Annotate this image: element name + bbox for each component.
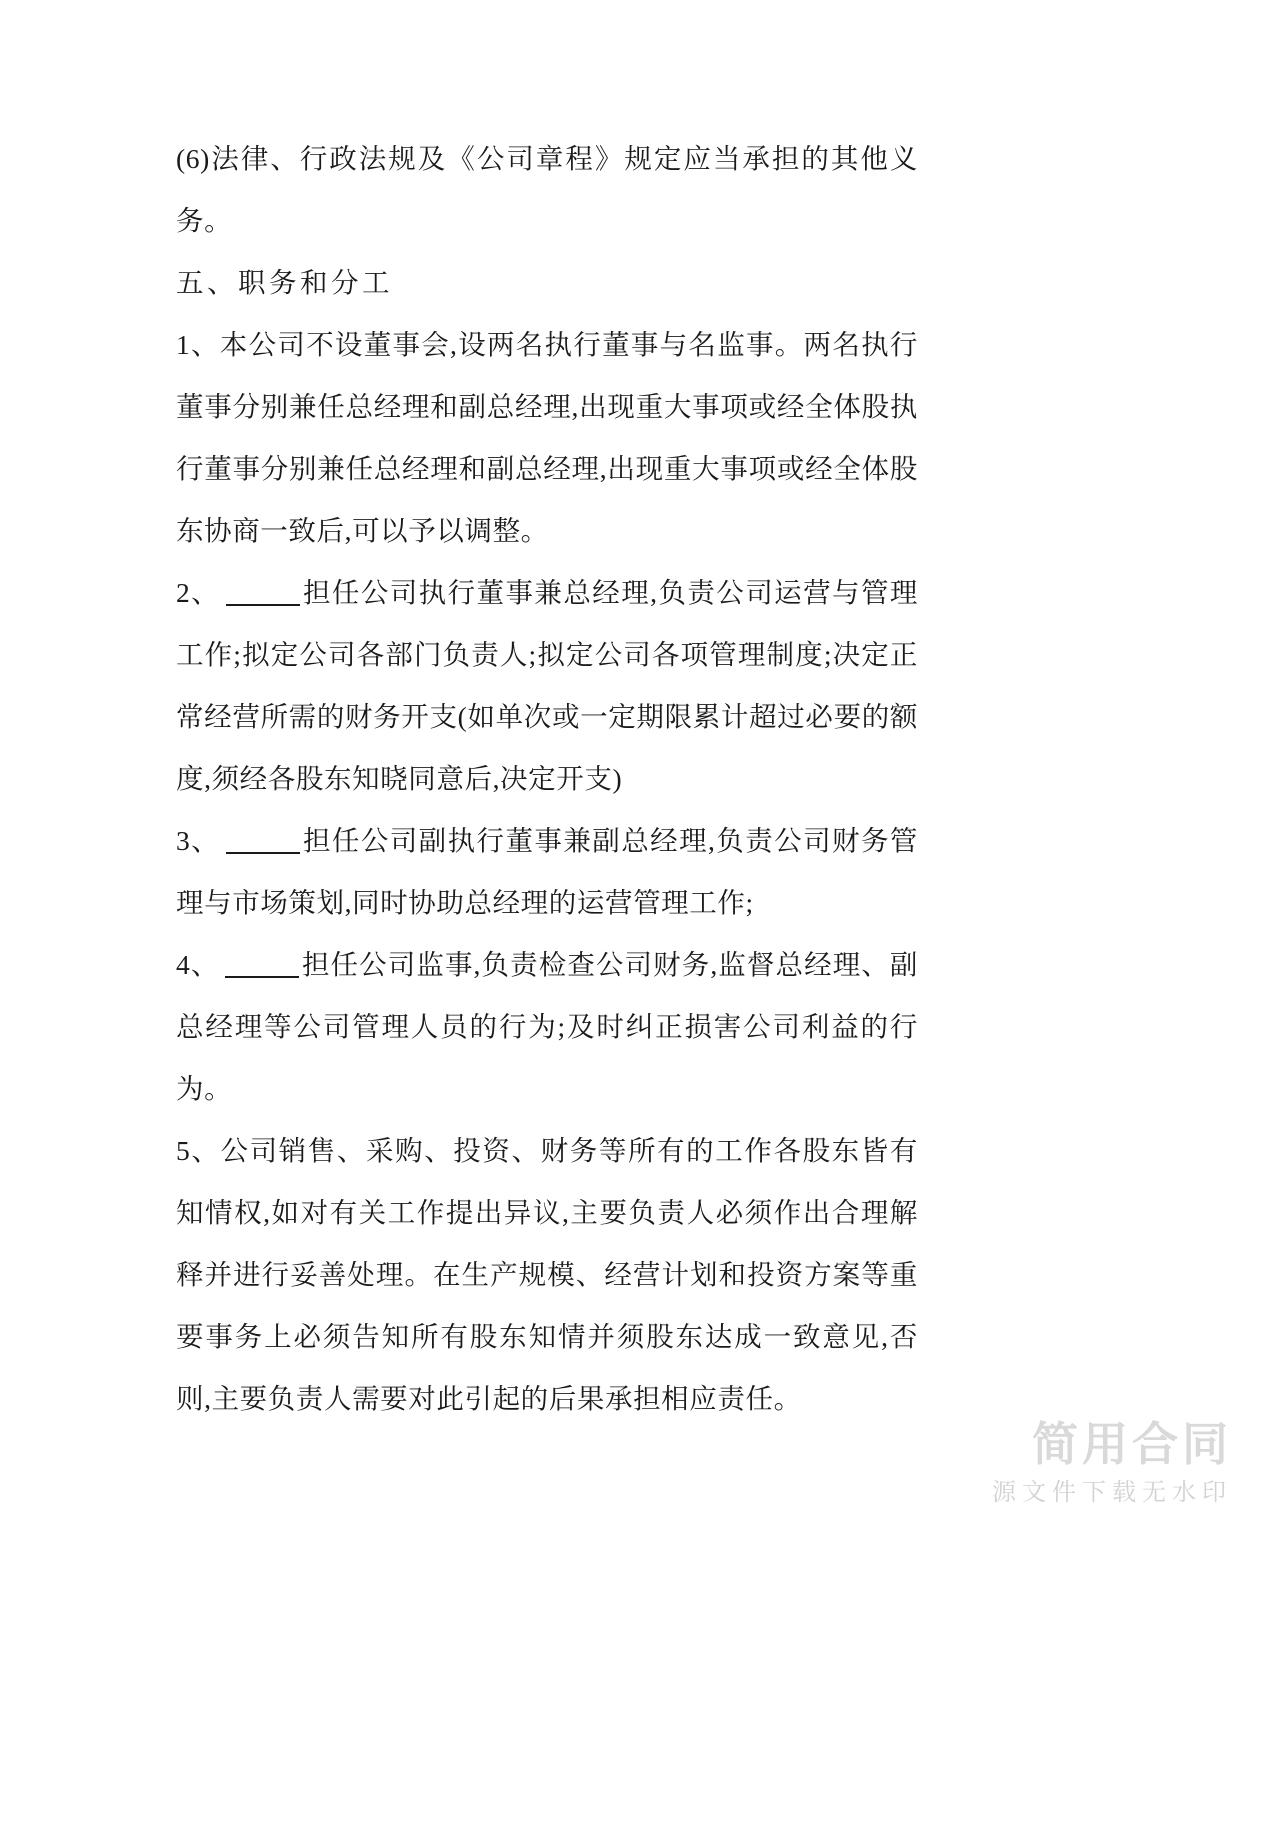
item-2-number: 2、 bbox=[176, 577, 221, 608]
item-5-paragraph: 5、公司销售、采购、投资、财务等所有的工作各股东皆有知情权,如对有关工作提出异议,主要负责人必须作出合理解释并进行妥善处理。在生产规模、经营计划和投资方案等重要事务上必须告知所有股东知情并须股东达成一致意见,否则,主要负责人需要对此引起的后果承担相应责任。 bbox=[176, 1135, 918, 1414]
section-five-heading: 五、职务和分工 bbox=[176, 267, 393, 298]
item-3-number: 3、 bbox=[176, 825, 221, 856]
clause-6-paragraph: (6)法律、行政法规及《公司章程》规定应当承担的其他义务。 bbox=[176, 143, 918, 236]
item-3-blank-field[interactable] bbox=[226, 852, 300, 854]
item-2-paragraph bbox=[176, 562, 918, 810]
item-1-paragraph: 1、本公司不设董事会,设两名执行董事与名监事。两名执行董事分别兼任总经理和副总经理,出现重大事项或经全体股执行董事分别兼任总经理和副总经理,出现重大事项或经全体股东协商一致后,可以予以调整。 bbox=[176, 329, 918, 546]
item-2-text: 担任公司执行董事兼总经理,负责公司运营与管理工作;拟定公司各部门负责人;拟定公司各项管理制度;决定正常经营所需的财务开支(如单次或一定期限累计超过必要的额度,须经各股东知晓同意后,决定开支) bbox=[176, 577, 919, 794]
item-2-blank-field[interactable] bbox=[226, 604, 300, 606]
watermark bbox=[992, 1416, 1232, 1510]
item-3-paragraph bbox=[176, 810, 918, 934]
item-4-text: 担任公司监事,负责检查公司财务,监督总经理、副总经理等公司管理人员的行为;及时纠正损害公司利益的行为。 bbox=[176, 949, 918, 1104]
item-4-blank-field[interactable] bbox=[225, 976, 299, 978]
page-top-edge bbox=[0, 0, 1280, 2]
document-body bbox=[176, 128, 918, 1430]
item-4-paragraph bbox=[176, 934, 918, 1120]
item-3-text: 担任公司副执行董事兼副总经理,负责公司财务管理与市场策划,同时协助总经理的运营管理工作; bbox=[176, 825, 919, 918]
item-4-number: 4、 bbox=[176, 949, 220, 980]
watermark-title: 简用合同 bbox=[1032, 1418, 1232, 1470]
watermark-subtitle: 源文件下载无水印 bbox=[992, 1479, 1232, 1506]
